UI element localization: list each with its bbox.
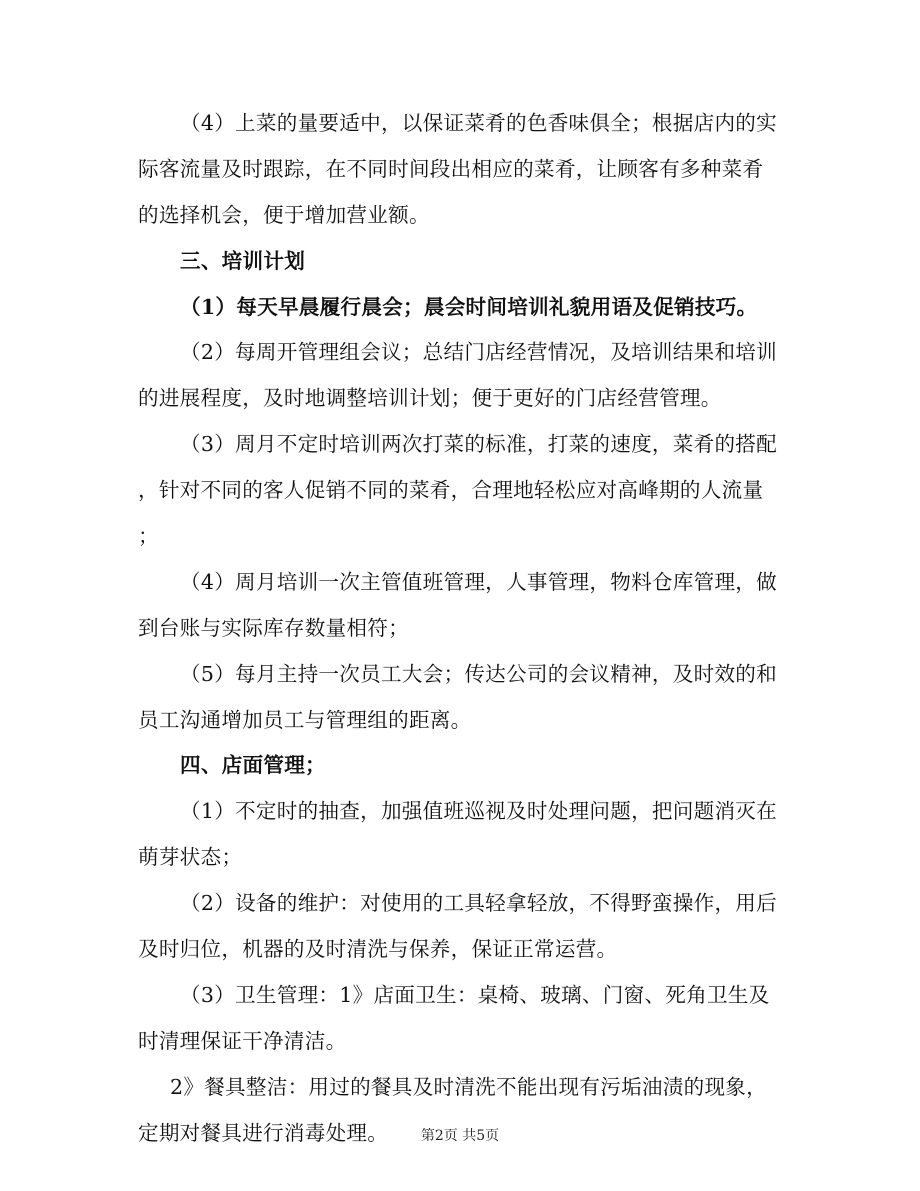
paragraph-line: （4）上菜的量要适中，以保证菜肴的色香味俱全；根据店内的实 (180, 111, 777, 135)
paragraph-line: （3）周月不定时培训两次打菜的标准，打菜的速度，菜肴的搭配 (180, 432, 777, 457)
paragraph-line: （1）不定时的抽查，加强值班巡视及时处理问题，把问题消灭在 (180, 799, 777, 824)
paragraph-line: 员工沟通增加员工与管理组的距离。 (138, 707, 472, 732)
paragraph-line: （4）周月培训一次主管值班管理，人事管理，物料仓库管理，做 (180, 569, 777, 594)
paragraph-line: 的进展程度，及时地调整培训计划；便于更好的门店经营管理。 (138, 386, 722, 411)
paragraph-line: 时清理保证干净清洁。 (138, 1028, 347, 1053)
document-body (138, 101, 778, 1156)
paragraph-line: 际客流量及时跟踪，在不同时间段出相应的菜肴，让顾客有多种菜肴 (138, 156, 764, 181)
paragraph-line: 2》餐具整洁：用过的餐具及时清洗不能出现有污垢油渍的现象， (170, 1074, 767, 1099)
paragraph-line: 及时归位，机器的及时清洗与保养，保证正常运营。 (138, 937, 618, 962)
paragraph-line: ，针对不同的客人促销不同的菜肴，合理地轻松应对高峰期的人流量 (138, 478, 764, 503)
section-heading: 三、培训计划 (180, 248, 306, 273)
paragraph-line: （3）卫生管理：1》店面卫生：桌椅、玻璃、门窗、死角卫生及 (180, 982, 770, 1007)
paragraph-line: （2）设备的维护：对使用的工具轻拿轻放，不得野蛮操作，用后 (180, 891, 777, 916)
paragraph-line: 定期对餐具进行消毒处理。 (138, 1120, 389, 1145)
paragraph-line: （5）每月主持一次员工大会；传达公司的会议精神，及时效的和 (180, 661, 777, 686)
paragraph-line: （2）每周开管理组会议；总结门店经营情况，及培训结果和培训 (180, 340, 777, 365)
paragraph-line: ； (138, 524, 159, 549)
paragraph-line: 的选择机会，便于增加营业额。 (138, 202, 430, 227)
section-heading: 四、店面管理； (180, 753, 326, 778)
paragraph-line: 到台账与实际库存数量相符； (138, 615, 409, 640)
page-footer: 第2页 共5页 (420, 1128, 500, 1144)
paragraph-line: 萌芽状态； (138, 845, 243, 870)
paragraph-line: （1）每天早晨履行晨会；晨会时间培训礼貌用语及促销技巧。 (180, 294, 758, 319)
